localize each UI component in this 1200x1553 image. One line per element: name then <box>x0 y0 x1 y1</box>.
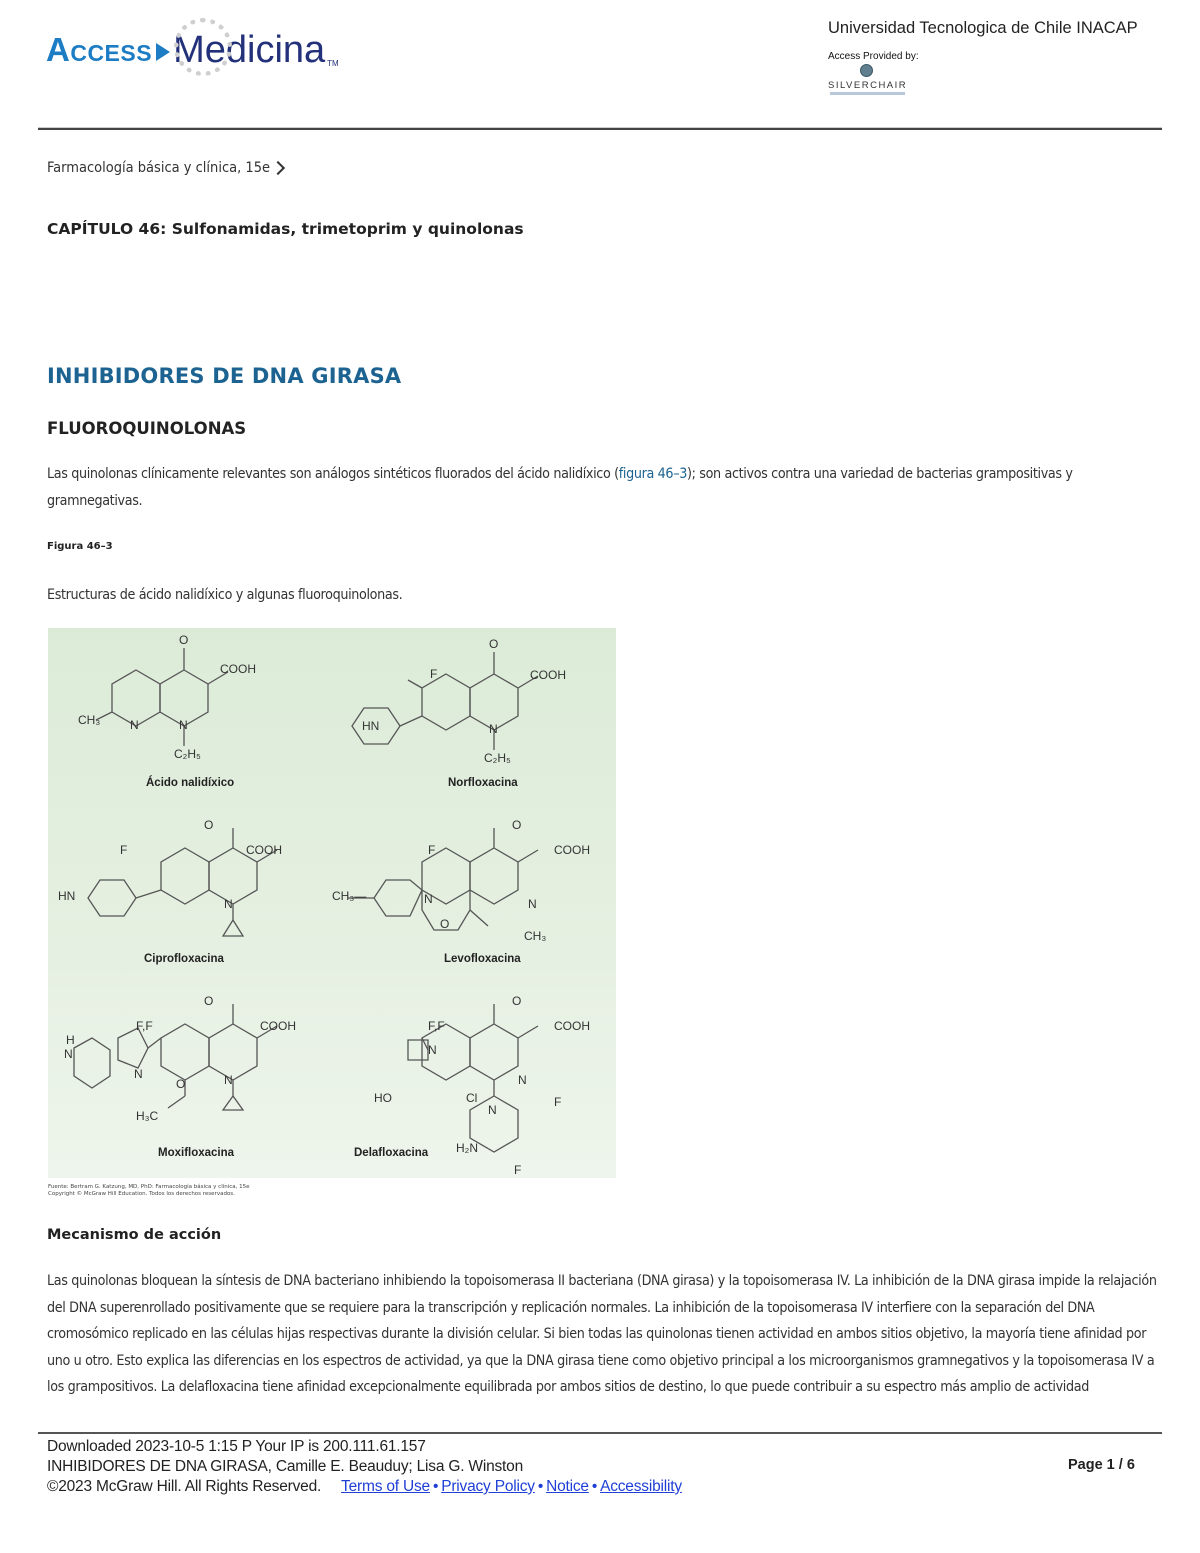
svg-text:CH₃—: CH₃— <box>332 889 367 903</box>
mechanism-paragraph: Las quinolonas bloquean la síntesis de DNA bacteriano inhibiendo la topoisomerasa II bacteriana (DNA girasa) y la topoisomerasa IV. La inhibición de la DNA girasa impide la relajación del DNA superenrollado positivamente que se requiere para la transcripción y replicación normales. La inhibición de la topoisomerasa IV interfiere con la separación del DNA cromosómico replicado en las células hijas respectivas durante la división celular. Si bien todas las quinolonas tienen actividad en ambos sitios objetivo, la mayoría tiene afinidad por uno u otro. Esto explica las diferencias en los espectros de actividad, ya que la DNA girasa tiene como objetivo principal a los microorganismos gramnegativos y la topoisomerasa IV a los grampositivos. La delafloxacina tiene afinidad excepcionalmente equilibrada por ambos sitios de destino, lo que puede contribuir a su espectro más amplio de actividad <box>47 1273 1157 1395</box>
svg-text:Cl: Cl <box>466 1091 478 1105</box>
svg-text:O: O <box>512 818 522 832</box>
silverchair-tagline <box>830 92 905 95</box>
svg-text:COOH: COOH <box>220 662 256 676</box>
breadcrumb[interactable] <box>47 160 283 176</box>
silverchair-logo-text: SILVERCHAIR <box>828 80 908 91</box>
privacy-policy-link[interactable]: Privacy Policy <box>441 1478 535 1495</box>
mechanism-title: Mecanismo de acción <box>47 1227 222 1243</box>
chapter-title: CAPÍTULO 46: Sulfonamidas, trimetoprim y quinolonas <box>47 220 524 238</box>
svg-text:N: N <box>64 1047 73 1061</box>
figure-caption: Estructuras de ácido nalidíxico y algunas fluoroquinolonas. <box>47 587 403 603</box>
svg-text:H₃C: H₃C <box>136 1109 159 1123</box>
svg-text:COOH: COOH <box>246 843 282 857</box>
svg-text:F,F: F,F <box>428 1019 445 1033</box>
svg-text:O: O <box>512 994 522 1008</box>
chevron-right-icon <box>271 161 285 175</box>
logo-access-text: Access <box>46 31 153 68</box>
notice-link[interactable]: Notice <box>546 1478 589 1495</box>
svg-text:O: O <box>204 994 214 1008</box>
figure-image <box>48 628 616 1178</box>
svg-text:COOH: COOH <box>554 1019 590 1033</box>
section-subtitle: FLUOROQUINOLONAS <box>47 419 247 438</box>
silverchair-logo-icon <box>860 64 873 77</box>
svg-text:O: O <box>440 917 450 931</box>
figure-link[interactable]: figura 46–3 <box>618 466 688 482</box>
download-info: Downloaded 2023-10-5 1:15 P Your IP is 200.111.61.157 <box>47 1438 426 1455</box>
svg-text:CH₃: CH₃ <box>78 713 101 727</box>
svg-text:F: F <box>120 843 128 857</box>
molecule-name: Ácido nalidíxico <box>146 777 235 789</box>
svg-text:COOH: COOH <box>260 1019 296 1033</box>
molecule-name: Moxifloxacina <box>158 1147 235 1159</box>
logo-tm: TM <box>327 59 339 68</box>
page-number: Page 1 / 6 <box>1068 1457 1135 1473</box>
page-footer <box>47 1437 682 1497</box>
svg-text:F: F <box>430 667 438 681</box>
link-separator: • <box>591 1478 598 1495</box>
terms-of-use-link[interactable]: Terms of Use <box>341 1478 430 1495</box>
institution-name: Universidad Tecnologica de Chile INACAP <box>828 19 1138 37</box>
svg-text:N: N <box>224 897 233 911</box>
svg-text:C₂H₅: C₂H₅ <box>174 747 201 761</box>
svg-text:COOH: COOH <box>530 668 566 682</box>
svg-text:N: N <box>528 897 537 911</box>
link-separator: • <box>537 1478 544 1495</box>
svg-text:F: F <box>428 843 436 857</box>
svg-text:C₂H₅: C₂H₅ <box>484 751 511 765</box>
intro-paragraph <box>47 461 1157 514</box>
section-title: INHIBIDORES DE DNA GIRASA <box>47 364 402 388</box>
link-separator: • <box>432 1478 439 1495</box>
svg-text:F: F <box>554 1095 562 1109</box>
svg-text:COOH: COOH <box>554 843 590 857</box>
svg-text:O: O <box>176 1077 186 1091</box>
svg-text:N: N <box>424 892 433 906</box>
svg-text:N: N <box>489 722 498 736</box>
logo-ring-icon <box>174 18 232 76</box>
svg-text:HN: HN <box>362 719 380 733</box>
svg-text:F,F: F,F <box>136 1019 153 1033</box>
intro-text-start: Las quinolonas clínicamente relevantes son análogos sintéticos fluorados del ácido nalidíxico ( <box>47 466 619 482</box>
svg-text:O: O <box>179 633 189 647</box>
molecule-name: Ciprofloxacina <box>144 953 224 965</box>
svg-text:O: O <box>489 637 499 651</box>
svg-text:N: N <box>428 1043 437 1057</box>
svg-text:N: N <box>179 718 188 732</box>
figure-label: Figura 46–3 <box>47 541 113 552</box>
molecule-name: Levofloxacina <box>444 953 521 965</box>
svg-text:CH₃: CH₃ <box>524 929 547 943</box>
svg-text:N: N <box>134 1067 143 1081</box>
copyright-text: ©2023 McGraw Hill. All Rights Reserved. <box>47 1478 322 1495</box>
svg-text:N: N <box>488 1103 497 1117</box>
figure-credit <box>48 1184 250 1198</box>
svg-text:HO: HO <box>374 1091 392 1105</box>
molecule-name: Norfloxacina <box>448 777 518 789</box>
accessmedicina-logo[interactable] <box>46 18 339 82</box>
logo-medicina-text: Medicina <box>173 28 326 71</box>
svg-text:H: H <box>66 1033 75 1047</box>
svg-text:N: N <box>224 1073 233 1087</box>
molecule-name: Delafloxacina <box>354 1147 429 1159</box>
svg-text:F: F <box>514 1163 522 1177</box>
figure-credit-copyright: Copyright © McGraw Hill Education. Todos los derechos reservados. <box>48 1191 235 1197</box>
chemical-structures-illustration <box>48 628 616 1178</box>
svg-text:O: O <box>204 818 214 832</box>
citation: INHIBIDORES DE DNA GIRASA, Camille E. Beauduy; Lisa G. Winston <box>47 1458 524 1475</box>
figure-credit-source: Fuente: Bertram G. Katzung, MD, PhD: Farmacología básica y clínica, 15e <box>48 1184 250 1190</box>
svg-text:N: N <box>130 718 139 732</box>
access-provided-by-label: Access Provided by: <box>828 51 919 62</box>
header-divider <box>38 127 1162 130</box>
intro-text-end: ); son activos contra una variedad de bacterias grampositivas y gramnegativas. <box>47 466 1073 509</box>
svg-text:H₂N: H₂N <box>456 1141 478 1155</box>
svg-text:HN: HN <box>58 889 76 903</box>
svg-text:N: N <box>518 1073 527 1087</box>
breadcrumb-book-link[interactable]: Farmacología básica y clínica, 15e <box>47 160 271 176</box>
accessibility-link[interactable]: Accessibility <box>600 1478 682 1495</box>
footer-divider <box>38 1432 1162 1434</box>
copyright-line <box>47 1477 682 1497</box>
logo-arrow-icon <box>156 43 170 61</box>
